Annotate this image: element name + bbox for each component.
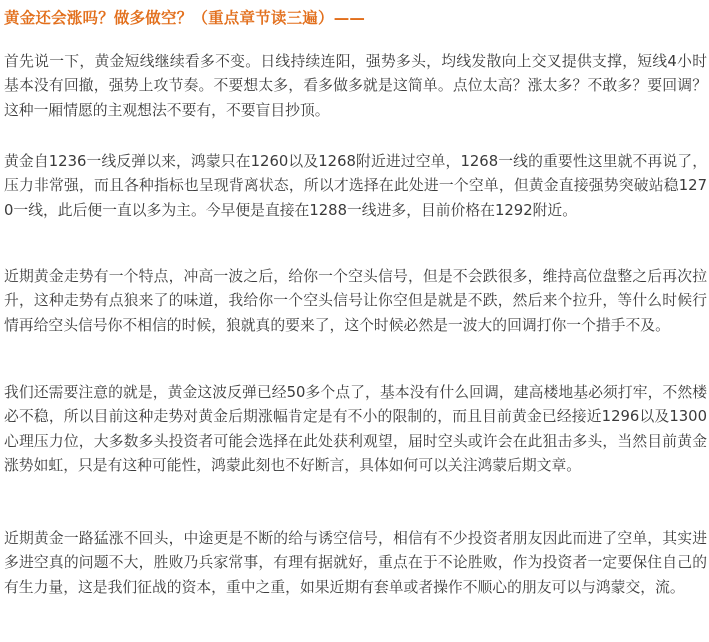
paragraph-3: 近期黄金走势有一个特点，冲高一波之后，给你一个空头信号，但是不会跌很多，维持高位盘整之后再次拉升，这种走势有点狼来了的味道，我给你一个空头信号让你空但是就是不跌，然后来个拉升，等什么时候行情再给空头信号你不相信的时候，狼就真的要来了，这个时候必然是一波大的回调打你一个措手不及。: [4, 268, 707, 334]
paragraph-2: 黄金自1236一线反弹以来，鸿蒙只在1260以及1268附近进过空单，1268一线的重要性这里就不再说了，压力非常强，而且各种指标也呈现背离状态，所以才选择在此处进一个空单，但黄金直接强势突破站稳1270一线，此后便一直以多为主。今早便是直接在1288一线进多，目前价格在1292附近。: [4, 153, 707, 219]
paragraph-4: 我们还需要注意的就是，黄金这波反弹已经50多个点了，基本没有什么回调，建高楼地基必须打牢，不然楼必不稳，所以目前这种走势对黄金后期涨幅肯定是有不小的限制的，而且目前黄金已经接近1296以及1300心理压力位，大多数多头投资者可能会选择在此处获利观望，届时空头或许会在此狙击多头，当然目前黄金涨势如虹，只是有这种可能性，鸿蒙此刻也不好断言，具体如何可以关注鸿蒙后期文章。: [4, 384, 707, 475]
article-heading: 黄金还会涨吗？做多做空？（重点章节读三遍）——: [4, 9, 366, 27]
paragraph-1: 首先说一下，黄金短线继续看多不变。日线持续连阳，强势多头，均线发散向上交叉提供支撑，短线4小时基本没有回撤，强势上攻节奏。不要想太多，看多做多就是这简单。点位太高？涨太多？不敢多？要回调？这种一厢情愿的主观想法不要有，不要盲目抄顶。: [4, 53, 707, 119]
paragraph-5: 近期黄金一路猛涨不回头，中途更是不断的给与诱空信号，相信有不少投资者朋友因此而进了空单，其实进多进空真的问题不大，胜败乃兵家常事，有理有据就好，重点在于不论胜败，作为投资者一定要保住自己的有生力量，这是我们征战的资本，重中之重，如果近期有套单或者操作不顺心的朋友可以与鸿蒙交，流。: [4, 530, 707, 596]
